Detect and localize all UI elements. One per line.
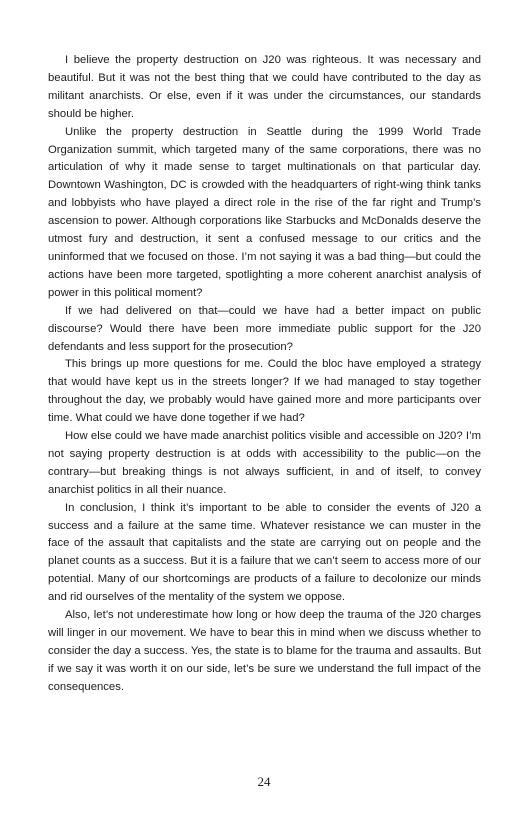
page-number: 24 — [257, 774, 271, 789]
page-body — [48, 52, 481, 697]
paragraph-5: How else could we have made anarchist politics visible and accessible on J20? I’m not saying property destruction is at odds with accessibility to the public—on the contrary—but breaking things is not always sufficient, in and of itself, to convey anarchist politics in all their nuance. — [48, 430, 481, 496]
paragraph-3: If we had delivered on that—could we have had a better impact on public discourse? Would there have been more immediate public support for the J20 defendants and less support for the prosecution? — [48, 304, 481, 353]
paragraph-4: This brings up more questions for me. Could the bloc have employed a strategy that would have kept us in the streets longer? If we had managed to stay together throughout the day, we probably would have gained more and more participants over time. What could we have done together if we had? — [48, 358, 481, 425]
paragraph-7: Also, let’s not underestimate how long or how deep the trauma of the J20 charges will linger in our movement. We have to bear this in mind when we discuss whether to consider the day a success. Yes, the state is to blame for the trauma and assaults. But if we say it was worth it on our side, let’s be sure we understand the full impact of the consequences. — [48, 609, 481, 693]
paragraph-6: In conclusion, I think it’s important to be able to consider the events of J20 a success and a failure at the same time. Whatever resistance we can muster in the face of the assault that capitalists and the state are carrying out on people and the planet counts as a success. But it is a failure that we can’t seem to access more of our potential. Many of our shortcomings are products of a failure to decolonize our minds and rid ourselves of the mentality of the system we oppose. — [48, 501, 481, 604]
paragraph-1: I believe the property destruction on J20 was righteous. It was necessary and beautiful. But it was not the best thing that we could have contributed to the day as militant anarchists. Or else, even if it was under the circumstances, our standards should be higher. — [48, 54, 481, 120]
paragraph-2: Unlike the property destruction in Seattle during the 1999 World Trade Organization summit, which targeted many of the same corporations, there was no articulation of why it made sense to target multinationals on that particular day. Downtown Washington, DC is crowded with the headquarters of right-wing think tanks and lobbyists who have played a direct role in the rise of the far right and Trump’s ascension to power. Although corporations like Starbucks and McDonalds deserve the utmost fury and destruction, it sent a confused message to our critics and the uninformed that we focused on those. I’m not saying it was a bad thing—but could the actions have been more targeted, spotlighting a more coherent anarchist analysis of power in this political moment? — [48, 125, 481, 299]
